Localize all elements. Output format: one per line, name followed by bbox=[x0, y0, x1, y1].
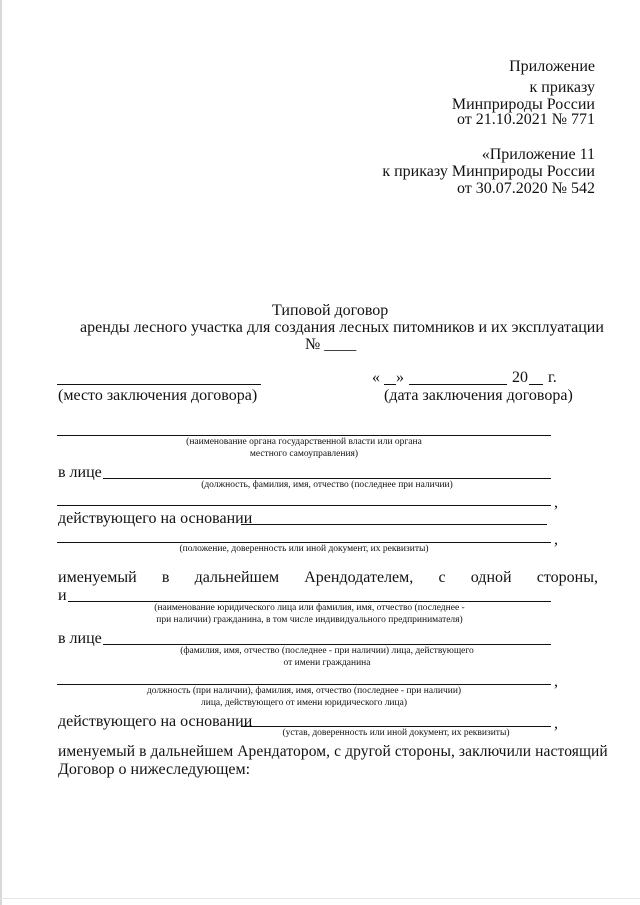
lessee-person-hint-2: от имени гражданина bbox=[283, 658, 371, 668]
date-year-line[interactable] bbox=[529, 384, 543, 385]
scan-edge-left bbox=[0, 0, 2, 905]
date-close-quote: » bbox=[396, 369, 404, 386]
appendix-line-3: Минприроды России bbox=[451, 96, 595, 113]
word: с bbox=[438, 569, 446, 586]
lessee-and-label: и bbox=[58, 587, 67, 604]
date-day-line[interactable] bbox=[384, 384, 396, 385]
appendix-line-4: от 21.10.2021 № 771 bbox=[456, 111, 595, 128]
doc-title: Типовой договор bbox=[272, 302, 389, 319]
word: стороны, bbox=[536, 569, 598, 586]
closing-line-1: именуемый в дальнейшем Арендатором, с другой стороны, заключили настоящий bbox=[58, 743, 608, 760]
lessor-org-line[interactable] bbox=[57, 435, 551, 436]
lessor-person-line[interactable] bbox=[103, 478, 551, 479]
lessee-position-line[interactable] bbox=[57, 684, 551, 685]
lessee-person-line[interactable] bbox=[103, 644, 551, 645]
scan-edge-bottom bbox=[0, 898, 640, 899]
appendix-line-2: к приказу bbox=[529, 79, 595, 96]
lessor-acting-label: действующего на основании bbox=[58, 510, 253, 527]
lessee-basis-hint: (устав, доверенность или иной документ, их реквизиты) bbox=[282, 728, 510, 738]
lessor-person-hint: (должность, фамилия, имя, отчество (последнее при наличии) bbox=[201, 480, 453, 490]
lessor-org-hint-1: (наименование органа государственной власти или органа bbox=[186, 437, 422, 447]
appendix-line-1: Приложение bbox=[509, 58, 595, 75]
comma: , bbox=[554, 531, 558, 548]
lessor-in-person-label: в лице bbox=[58, 464, 102, 481]
lessor-person-line-2[interactable] bbox=[57, 505, 551, 506]
comma: , bbox=[554, 673, 558, 690]
comma: , bbox=[554, 494, 558, 511]
lessor-basis-line-2[interactable] bbox=[57, 542, 551, 543]
date-year-suffix: г. bbox=[548, 369, 557, 386]
lessor-named-line bbox=[58, 569, 598, 587]
doc-number: № ____ bbox=[305, 336, 357, 353]
lessee-acting-label: действующего на основании bbox=[58, 713, 253, 730]
closing-line-2: Договор о нижеследующем: bbox=[58, 761, 251, 778]
place-field-line[interactable] bbox=[57, 384, 261, 385]
lessee-person-hint-1: (фамилия, имя, отчество (последнее - при наличии) лица, действующего bbox=[180, 646, 474, 656]
lessee-position-hint-2: лица, действующего от имени юридического лица) bbox=[201, 698, 407, 708]
date-label: (дата заключения договора) bbox=[384, 387, 573, 404]
lessee-in-person-label: в лице bbox=[58, 630, 102, 647]
comma: , bbox=[554, 715, 558, 732]
word: дальнейшем bbox=[194, 569, 280, 586]
lessor-org-hint-2: местного самоуправления) bbox=[249, 449, 359, 459]
word: одной bbox=[470, 569, 512, 586]
appendix-prev-line-2: к приказу Минприроды России bbox=[382, 163, 595, 180]
word: именуемый bbox=[58, 569, 137, 586]
doc-subtitle: аренды лесного участка для создания лесных питомников и их эксплуатации bbox=[80, 319, 604, 336]
date-year-prefix: 20 bbox=[512, 369, 528, 386]
lessee-name-hint-2: при наличии) гражданина, в том числе индивидуального предпринимателя) bbox=[156, 615, 463, 625]
date-month-line[interactable] bbox=[409, 384, 507, 385]
date-open-quote: « bbox=[372, 369, 380, 386]
appendix-prev-line-3: от 30.07.2020 № 542 bbox=[456, 180, 595, 197]
lessor-basis-hint: (положение, доверенность или иной документ, их реквизиты) bbox=[179, 544, 429, 554]
word: в bbox=[161, 569, 170, 586]
lessee-name-line[interactable] bbox=[68, 601, 551, 602]
lessee-name-hint-1: (наименование юридического лица или фамилия, имя, отчество (последнее - bbox=[154, 603, 465, 613]
lessee-position-hint-1: должность (при наличии), фамилия, имя, отчество (последнее - при наличии) bbox=[146, 686, 462, 696]
word: Арендодателем, bbox=[304, 569, 414, 586]
lessor-basis-line[interactable] bbox=[241, 524, 547, 525]
appendix-prev-line-1: «Приложение 11 bbox=[481, 146, 595, 163]
place-label: (место заключения договора) bbox=[58, 387, 258, 404]
lessee-basis-line[interactable] bbox=[241, 726, 551, 727]
